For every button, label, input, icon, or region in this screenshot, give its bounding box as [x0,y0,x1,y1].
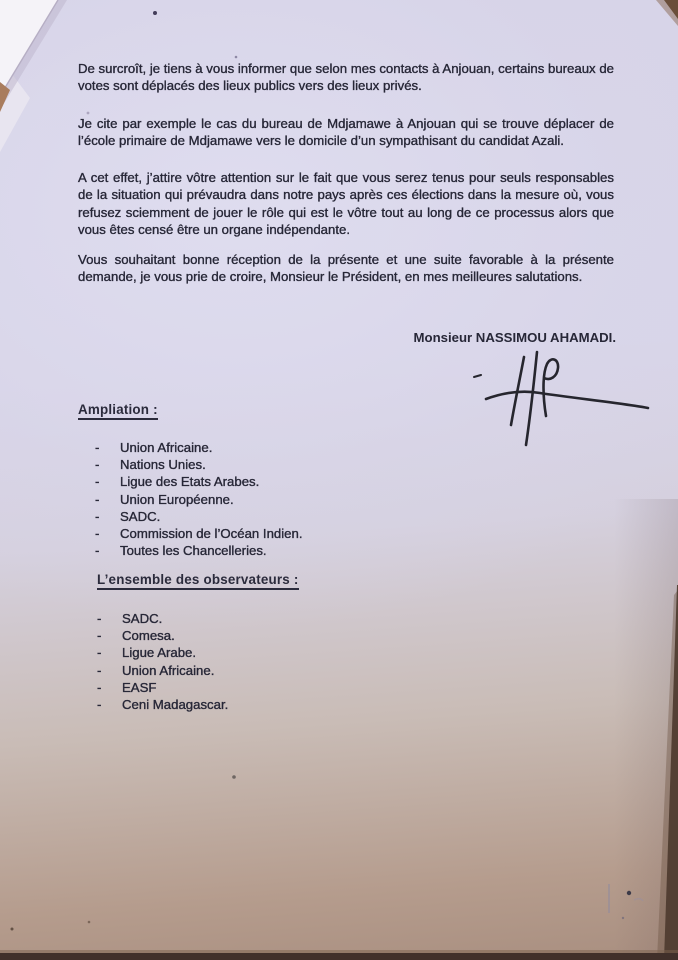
signature [474,352,648,445]
observateurs-list [97,611,228,714]
list-item [97,611,228,628]
list-item [97,680,228,697]
dash-bullet: - [97,679,102,695]
faint-marks-bottom-right [608,884,643,919]
list-item-label: EASF [122,679,157,695]
dash-bullet: - [97,645,102,661]
list-item [97,645,228,662]
list-item [97,628,228,645]
dash-bullet: - [95,440,100,455]
desk-gap-wedge [0,82,10,112]
desk-edge-bottom [0,950,678,960]
dash-bullet: - [97,628,102,644]
list-item [95,526,303,543]
dash-bullet: - [95,508,100,524]
list-item-label: Ligue Arabe. [122,645,197,661]
section-heading-observateurs-label: L’ensemble des observateurs : [97,572,299,590]
dash-bullet: - [95,543,100,559]
list-item-label: Union Européenne. [120,491,234,507]
paper-edge-shadow [614,499,678,960]
dash-bullet: - [95,525,100,541]
dash-bullet: - [95,474,100,490]
list-item [95,457,303,474]
desk-edge-right [657,585,678,960]
list-item-label: Commission de l’Océan Indien. [120,525,303,541]
folded-corner-top-left [0,0,67,152]
section-heading-observateurs [97,572,299,587]
paragraph-2: Je cite par exemple le cas du bureau de Mdjamawe à Anjouan qui se trouve déplacer de l’école primaire de Mdjamawe vers le domicile d’un sympathisant du candidat Azali. [78,116,614,149]
list-item [95,440,303,457]
dash-bullet: - [97,696,102,712]
paragraph-3: A cet effet, j’attire vôtre attention sur le fait que vous serez tenus pour seuls responsables de la situation qui prévaudra dans notre pays après ces élections dans la mesure où, vous refusez sciemment de jouer le rôle qui est le vôtre tout au long de ce processus alors que vous êtes censé être un organe indépendante. [78,170,614,238]
list-item [95,492,303,509]
list-item-label: SADC. [120,508,161,524]
list-item [97,697,228,714]
list-item-label: Ceni Madagascar. [122,696,229,712]
paragraph-4: Vous souhaitant bonne réception de la présente et une suite favorable à la présente demande, je vous prie de croire, Monsieur le Président, en mes meilleures salutations. [78,252,614,285]
list-item [97,663,228,680]
ampliation-list [95,440,303,560]
dash-bullet: - [97,611,102,626]
list-item [95,474,303,491]
signatory-name: Monsieur NASSIMOU AHAMADI. [413,330,616,345]
section-heading-ampliation [78,402,158,417]
desk-corner-top-right [656,0,678,26]
section-heading-ampliation-label: Ampliation : [78,402,158,420]
paragraph-1: De surcroît, je tiens à vous informer que selon mes contacts à Anjouan, certains bureaux de votes sont déplacés des lieux publics vers des lieux privés. [78,61,614,94]
list-item [95,509,303,526]
dash-bullet: - [97,662,102,678]
list-item-label: Ligue des Etats Arabes. [120,474,260,490]
list-item [95,543,303,560]
list-item-label: Union Africaine. [122,662,215,678]
dash-bullet: - [95,491,100,507]
list-item-label: Toutes les Chancelleries. [120,543,267,559]
list-item-label: Nations Unies. [120,457,206,473]
list-item-label: Comesa. [122,628,175,644]
dash-bullet: - [95,457,100,473]
list-item-label: Union Africaine. [120,440,213,455]
list-item-label: SADC. [122,611,163,626]
